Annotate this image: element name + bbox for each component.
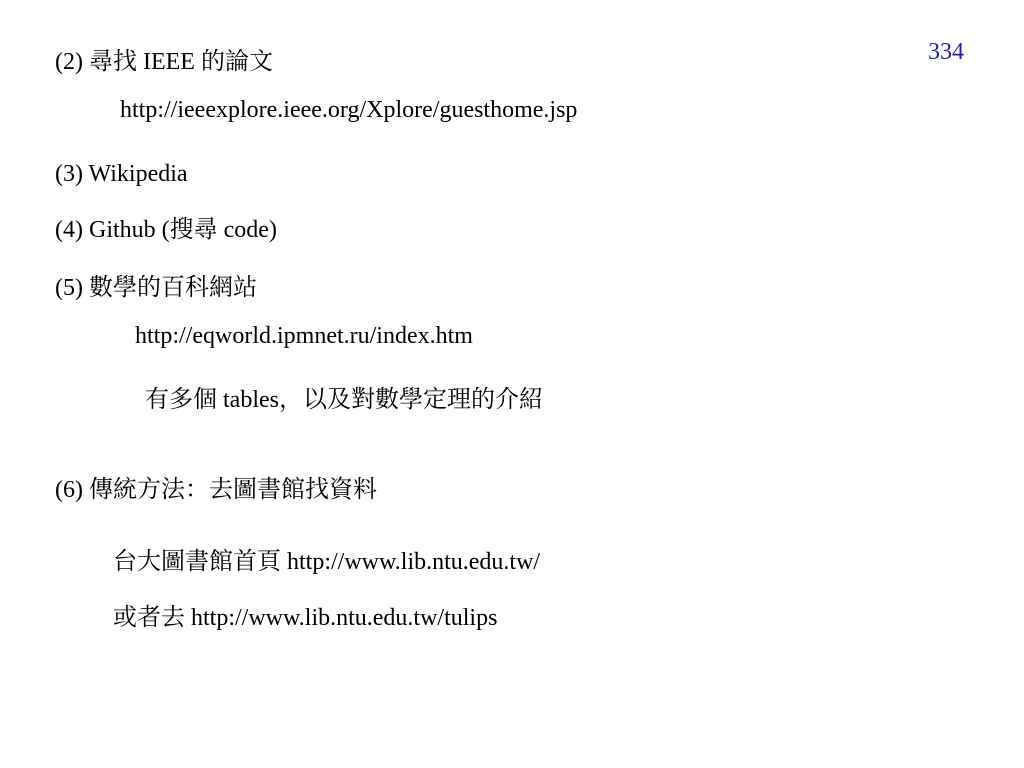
item-library: (6) 傳統方法：去圖書館找資料: [55, 477, 377, 503]
ntu-tulips-link[interactable]: 或者去 http://www.lib.ntu.edu.tw/tulips: [113, 605, 498, 631]
item-math-encyclopedia: (5) 數學的百科網站: [55, 275, 257, 301]
eqworld-link[interactable]: http://eqworld.ipmnet.ru/index.htm: [135, 323, 473, 349]
ntu-library-homepage-link[interactable]: 台大圖書館首頁 http://www.lib.ntu.edu.tw/: [113, 549, 541, 575]
item-ieee-papers: (2) 尋找 IEEE 的論文: [55, 49, 273, 75]
ieee-xplore-link[interactable]: http://ieeexplore.ieee.org/Xplore/guesthome.jsp: [120, 97, 578, 123]
eqworld-description: 有多個 tables，以及對數學定理的介紹: [145, 387, 543, 413]
item-github: (4) Github (搜尋 code): [55, 217, 277, 243]
page-number: 334: [928, 39, 964, 65]
item-wikipedia: (3) Wikipedia: [55, 161, 188, 187]
